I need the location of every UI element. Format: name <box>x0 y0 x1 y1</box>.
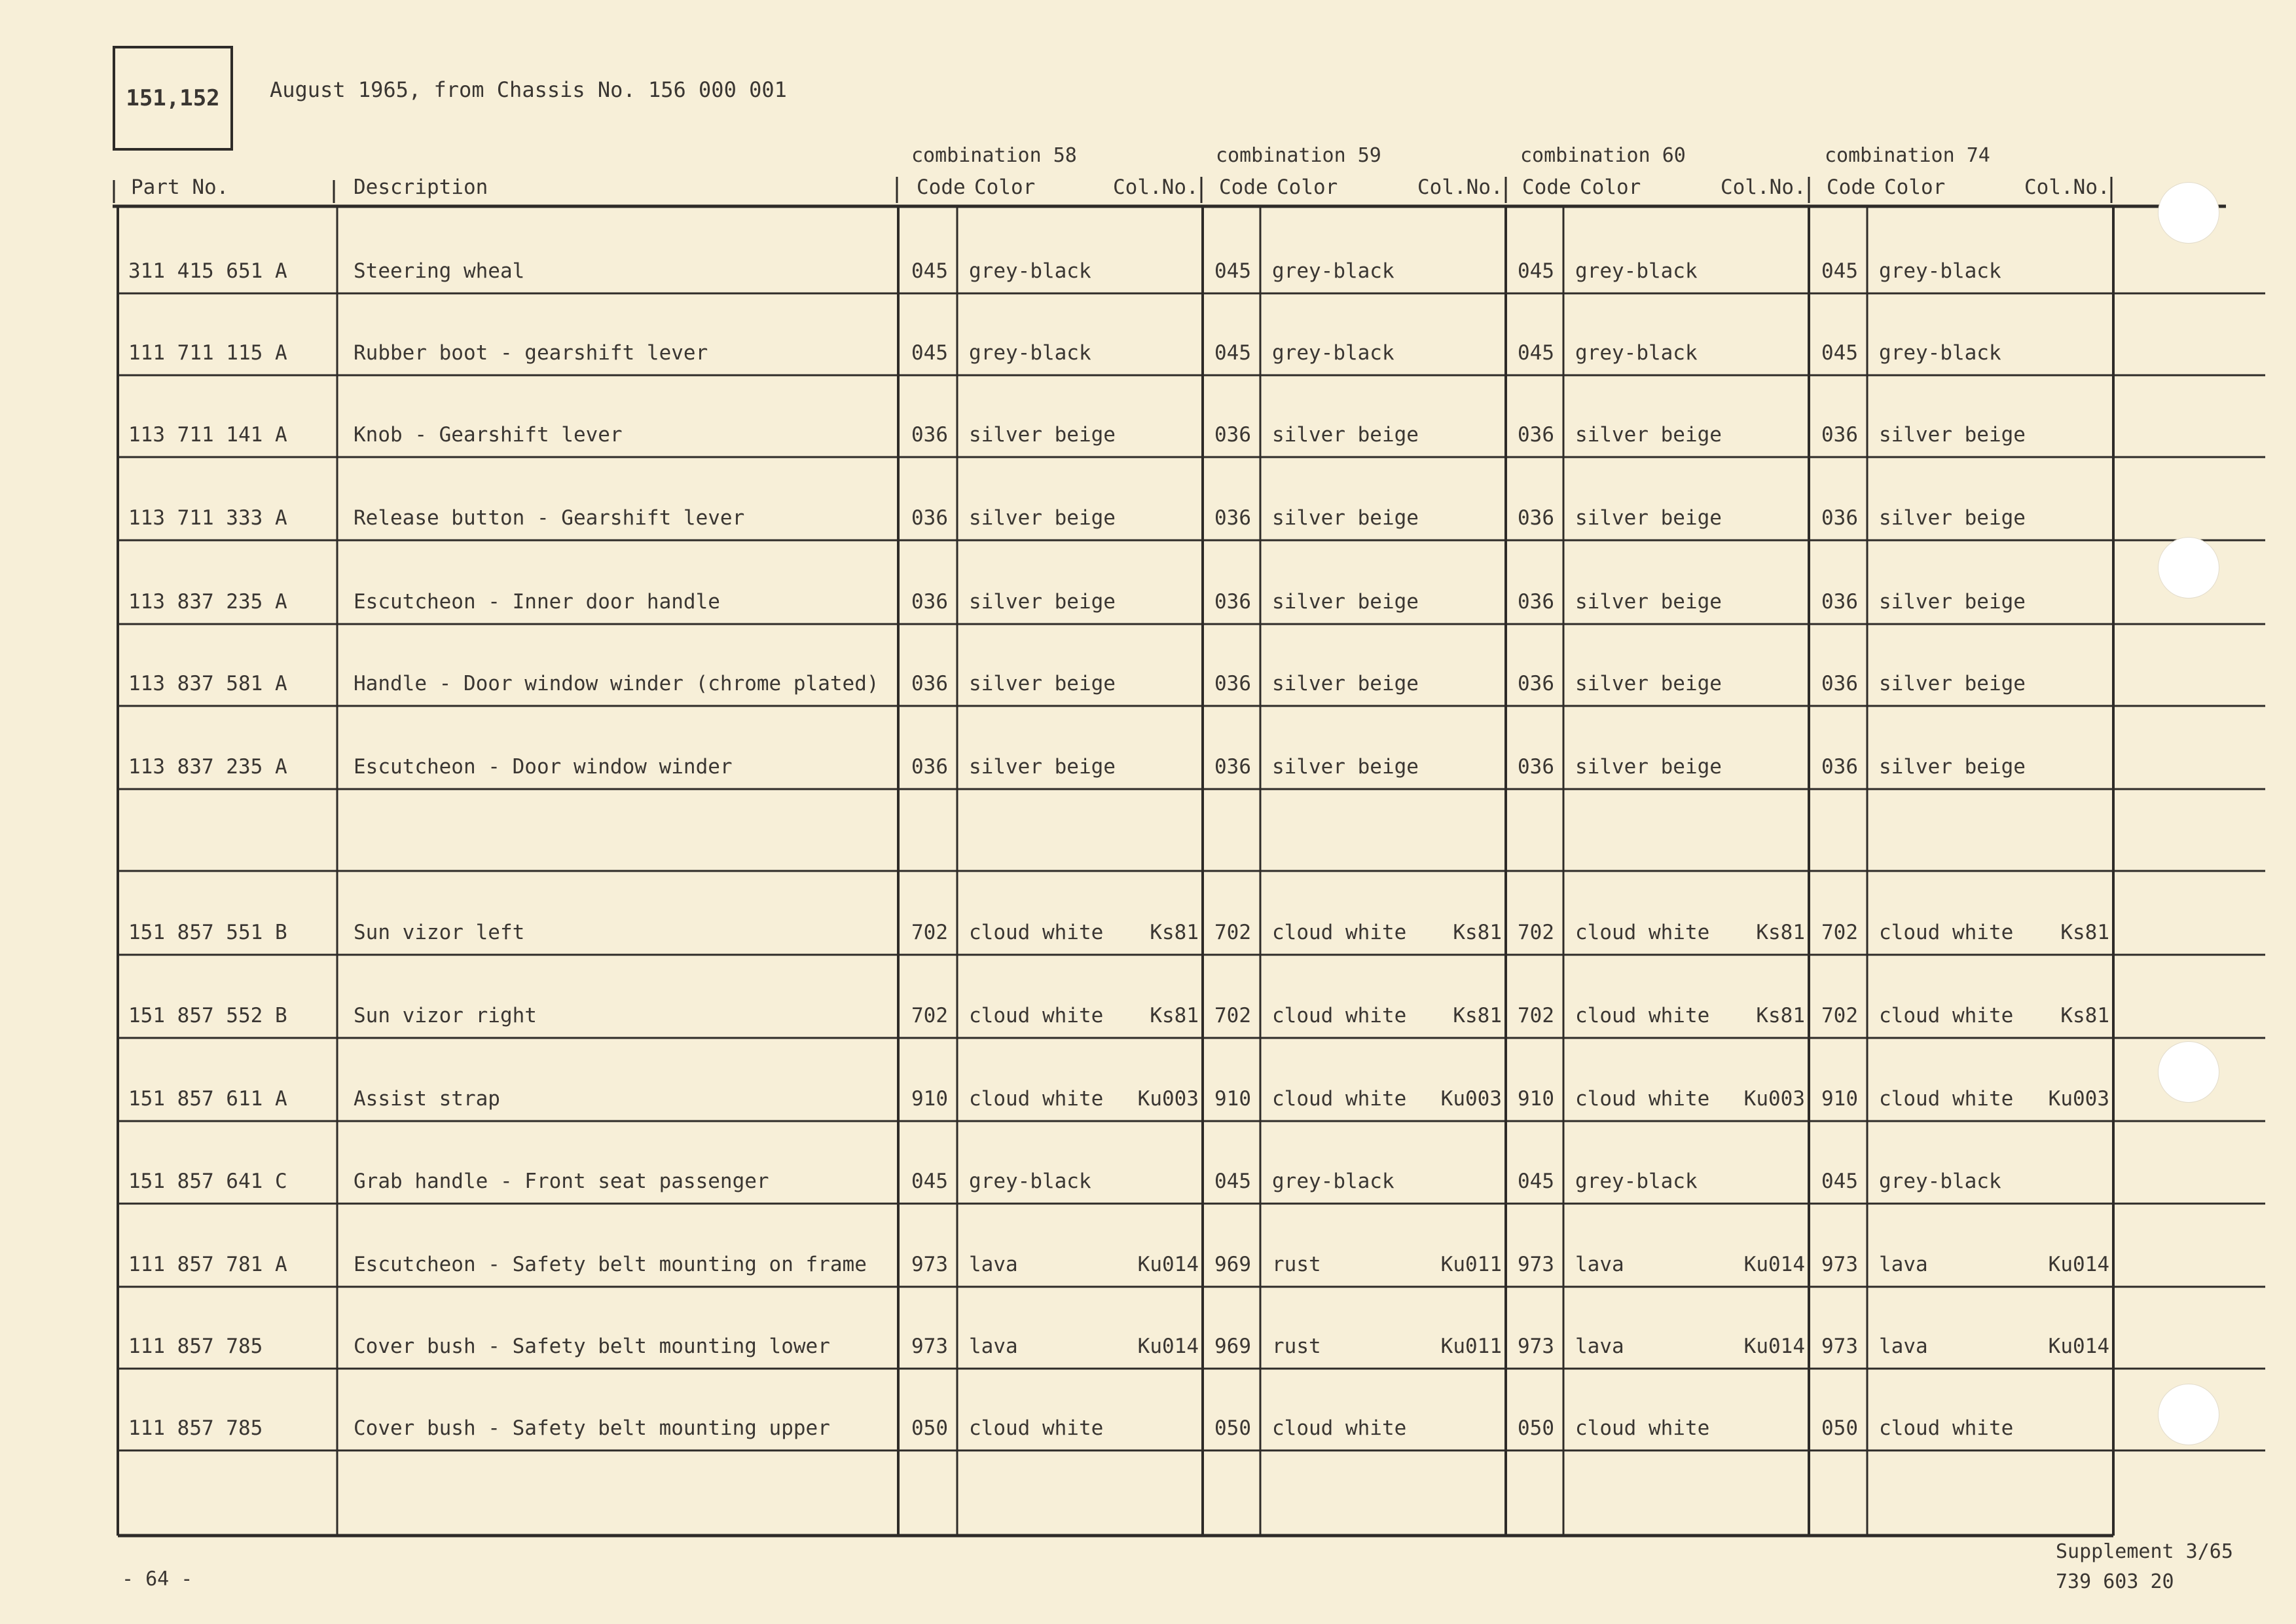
color-code: 045 <box>1518 259 1554 283</box>
color-code: 036 <box>1214 755 1251 779</box>
column-header-color: Color <box>1277 175 1338 199</box>
color-name: lava <box>1879 1253 1928 1276</box>
color-name: silver beige <box>1879 672 2026 695</box>
color-code: 036 <box>1821 755 1858 779</box>
color-name: cloud white <box>1575 1416 1710 1440</box>
color-name: grey-black <box>1272 341 1394 365</box>
color-code: 036 <box>1518 423 1554 447</box>
combination-title: combination 59 <box>1216 144 1381 167</box>
combination-title: combination 74 <box>1825 144 1990 167</box>
part-description: Rubber boot - gearshift lever <box>354 341 708 365</box>
color-code: 036 <box>1518 506 1554 530</box>
color-number: Ku014 <box>1743 1253 1805 1276</box>
color-code: 702 <box>1214 1004 1251 1027</box>
color-code: 910 <box>1821 1087 1858 1111</box>
color-name: silver beige <box>1272 423 1419 447</box>
color-code: 036 <box>1518 672 1554 695</box>
combination-title: combination 60 <box>1520 144 1686 167</box>
part-number: 111 857 785 <box>128 1335 263 1358</box>
color-number: Ku014 <box>2048 1335 2109 1358</box>
color-name: cloud white <box>1575 1087 1710 1111</box>
column-header-color: Color <box>1580 175 1641 199</box>
color-name: silver beige <box>969 590 1116 614</box>
color-name: cloud white <box>1879 1004 2014 1027</box>
color-code: 973 <box>1821 1335 1858 1358</box>
color-code: 910 <box>1518 1087 1554 1111</box>
color-name: cloud white <box>1879 1087 2014 1111</box>
color-code: 036 <box>1518 590 1554 614</box>
color-name: grey-black <box>1272 1170 1394 1193</box>
column-header-color: Color <box>974 175 1036 199</box>
color-code: 036 <box>1821 506 1858 530</box>
color-name: cloud white <box>969 1416 1104 1440</box>
color-code: 045 <box>1214 341 1251 365</box>
model-number: 151,152 <box>126 85 220 111</box>
color-code: 036 <box>1214 672 1251 695</box>
combination-title: combination 58 <box>911 144 1077 167</box>
color-code: 910 <box>1214 1087 1251 1111</box>
page-number: - 64 - <box>122 1568 193 1591</box>
color-code: 702 <box>1821 921 1858 944</box>
color-name: silver beige <box>969 755 1116 779</box>
color-name: rust <box>1272 1335 1321 1358</box>
color-name: grey-black <box>969 259 1091 283</box>
color-name: silver beige <box>1272 590 1419 614</box>
color-code: 045 <box>911 1170 948 1193</box>
color-number: Ku003 <box>1137 1087 1199 1111</box>
color-name: silver beige <box>1879 423 2026 447</box>
punch-hole <box>2158 1041 2219 1103</box>
color-code: 973 <box>1518 1335 1554 1358</box>
color-code: 045 <box>911 259 948 283</box>
part-description: Release button - Gearshift lever <box>354 506 745 530</box>
punch-hole <box>2158 537 2219 599</box>
part-description: Cover bush - Safety belt mounting upper <box>354 1416 830 1440</box>
color-name: silver beige <box>1575 755 1722 779</box>
column-header-color: Color <box>1884 175 1946 199</box>
reference-number: 739 603 20 <box>2056 1570 2174 1593</box>
color-name: silver beige <box>1272 672 1419 695</box>
part-description: Sun vizor left <box>354 921 525 944</box>
color-name: silver beige <box>969 672 1116 695</box>
color-code: 036 <box>911 423 948 447</box>
part-number: 111 711 115 A <box>128 341 287 365</box>
color-number: Ku014 <box>2048 1253 2109 1276</box>
punch-hole <box>2158 1384 2219 1445</box>
column-header-col-no: Col.No. <box>2024 175 2110 199</box>
color-code: 036 <box>911 755 948 779</box>
color-name: grey-black <box>1272 259 1394 283</box>
color-code: 702 <box>1214 921 1251 944</box>
color-number: Ku014 <box>1137 1335 1199 1358</box>
color-code: 702 <box>1518 921 1554 944</box>
color-name: silver beige <box>969 506 1116 530</box>
color-name: grey-black <box>969 341 1091 365</box>
color-number: Ku011 <box>1440 1253 1502 1276</box>
part-number: 151 857 551 B <box>128 921 287 944</box>
column-header-code: Code <box>1522 175 1571 199</box>
color-code: 045 <box>1214 1170 1251 1193</box>
color-code: 036 <box>911 672 948 695</box>
color-code: 050 <box>1518 1416 1554 1440</box>
color-name: lava <box>1575 1335 1624 1358</box>
color-code: 702 <box>1518 1004 1554 1027</box>
color-number: Ku003 <box>1743 1087 1805 1111</box>
color-name: silver beige <box>1879 506 2026 530</box>
part-number: 113 711 333 A <box>128 506 287 530</box>
color-name: silver beige <box>1575 672 1722 695</box>
color-name: cloud white <box>1272 921 1407 944</box>
part-description: Steering wheal <box>354 259 525 283</box>
color-code: 969 <box>1214 1253 1251 1276</box>
color-name: cloud white <box>1272 1416 1407 1440</box>
color-code: 045 <box>1821 259 1858 283</box>
color-name: silver beige <box>969 423 1116 447</box>
color-number: Ku003 <box>2048 1087 2109 1111</box>
color-name: cloud white <box>969 921 1104 944</box>
color-name: grey-black <box>1879 341 2001 365</box>
color-name: grey-black <box>1575 341 1698 365</box>
column-header-col-no: Col.No. <box>1417 175 1503 199</box>
color-code: 702 <box>911 921 948 944</box>
color-code: 036 <box>1518 755 1554 779</box>
color-code: 036 <box>1214 506 1251 530</box>
color-name: lava <box>1879 1335 1928 1358</box>
part-description: Cover bush - Safety belt mounting lower <box>354 1335 830 1358</box>
color-name: silver beige <box>1272 506 1419 530</box>
color-code: 036 <box>1214 590 1251 614</box>
color-code: 973 <box>911 1253 948 1276</box>
part-number: 151 857 611 A <box>128 1087 287 1111</box>
color-name: rust <box>1272 1253 1321 1276</box>
column-header-description: Description <box>354 175 488 199</box>
color-number: Ks81 <box>1150 1004 1199 1027</box>
color-code: 045 <box>1821 1170 1858 1193</box>
color-name: cloud white <box>969 1087 1104 1111</box>
color-number: Ks81 <box>1453 921 1502 944</box>
color-number: Ks81 <box>1756 1004 1805 1027</box>
part-number: 113 711 141 A <box>128 423 287 447</box>
color-number: Ku011 <box>1440 1335 1502 1358</box>
color-code: 045 <box>1214 259 1251 283</box>
color-code: 050 <box>1214 1416 1251 1440</box>
color-name: grey-black <box>969 1170 1091 1193</box>
color-name: lava <box>1575 1253 1624 1276</box>
color-name: cloud white <box>1575 1004 1710 1027</box>
part-number: 113 837 235 A <box>128 590 287 614</box>
color-code: 969 <box>1214 1335 1251 1358</box>
part-number: 151 857 552 B <box>128 1004 287 1027</box>
color-name: cloud white <box>969 1004 1104 1027</box>
part-description: Handle - Door window winder (chrome plated) <box>354 672 879 695</box>
color-name: cloud white <box>1272 1004 1407 1027</box>
color-code: 045 <box>911 341 948 365</box>
color-code: 036 <box>911 506 948 530</box>
column-header-part-no: Part No. <box>131 175 229 199</box>
column-header-col-no: Col.No. <box>1113 175 1199 199</box>
color-name: cloud white <box>1272 1087 1407 1111</box>
part-description: Escutcheon - Inner door handle <box>354 590 720 614</box>
color-name: silver beige <box>1575 590 1722 614</box>
color-code: 973 <box>911 1335 948 1358</box>
color-code: 702 <box>911 1004 948 1027</box>
color-name: silver beige <box>1575 506 1722 530</box>
color-name: grey-black <box>1575 1170 1698 1193</box>
column-header-code: Code <box>1219 175 1268 199</box>
color-name: lava <box>969 1253 1018 1276</box>
color-number: Ks81 <box>1756 921 1805 944</box>
part-description: Grab handle - Front seat passenger <box>354 1170 769 1193</box>
part-description: Assist strap <box>354 1087 500 1111</box>
supplement-label: Supplement 3/65 <box>2056 1540 2233 1563</box>
color-code: 973 <box>1518 1253 1554 1276</box>
color-code: 050 <box>1821 1416 1858 1440</box>
column-header-col-no: Col.No. <box>1721 175 1806 199</box>
color-code: 036 <box>1821 590 1858 614</box>
color-name: grey-black <box>1879 1170 2001 1193</box>
color-code: 973 <box>1821 1253 1858 1276</box>
part-description: Knob - Gearshift lever <box>354 423 623 447</box>
color-code: 045 <box>1821 341 1858 365</box>
color-code: 036 <box>1821 672 1858 695</box>
color-name: cloud white <box>1575 921 1710 944</box>
color-code: 702 <box>1821 1004 1858 1027</box>
part-number: 113 837 235 A <box>128 755 287 779</box>
color-code: 036 <box>1214 423 1251 447</box>
color-code: 045 <box>1518 341 1554 365</box>
part-number: 151 857 641 C <box>128 1170 287 1193</box>
color-code: 050 <box>911 1416 948 1440</box>
part-description: Sun vizor right <box>354 1004 537 1027</box>
part-description: Escutcheon - Safety belt mounting on frame <box>354 1253 867 1276</box>
color-number: Ku014 <box>1137 1253 1199 1276</box>
color-name: grey-black <box>1575 259 1698 283</box>
part-description: Escutcheon - Door window winder <box>354 755 733 779</box>
color-code: 045 <box>1518 1170 1554 1193</box>
color-code: 036 <box>911 590 948 614</box>
color-name: grey-black <box>1879 259 2001 283</box>
color-name: cloud white <box>1879 921 2014 944</box>
color-number: Ks81 <box>2060 1004 2109 1027</box>
part-number: 111 857 785 <box>128 1416 263 1440</box>
color-number: Ku014 <box>1743 1335 1805 1358</box>
color-number: Ks81 <box>2060 921 2109 944</box>
column-header-code: Code <box>1827 175 1876 199</box>
part-number: 111 857 781 A <box>128 1253 287 1276</box>
color-code: 910 <box>911 1087 948 1111</box>
color-number: Ks81 <box>1150 921 1199 944</box>
color-number: Ku003 <box>1440 1087 1502 1111</box>
color-name: silver beige <box>1575 423 1722 447</box>
color-code: 036 <box>1821 423 1858 447</box>
column-header-code: Code <box>917 175 966 199</box>
header-text: August 1965, from Chassis No. 156 000 001 <box>270 77 787 102</box>
color-name: silver beige <box>1879 590 2026 614</box>
color-name: silver beige <box>1272 755 1419 779</box>
color-name: silver beige <box>1879 755 2026 779</box>
color-name: lava <box>969 1335 1018 1358</box>
color-name: cloud white <box>1879 1416 2014 1440</box>
part-number: 113 837 581 A <box>128 672 287 695</box>
color-number: Ks81 <box>1453 1004 1502 1027</box>
part-number: 311 415 651 A <box>128 259 287 283</box>
punch-hole <box>2158 182 2219 244</box>
